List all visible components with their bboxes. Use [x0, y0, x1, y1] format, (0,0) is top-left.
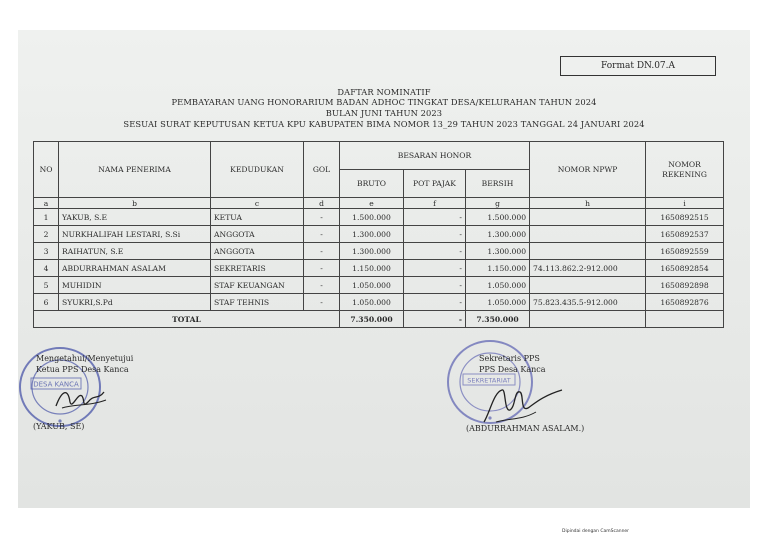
signature-right-office: PPS Desa Kanca: [479, 365, 546, 374]
cell-no: 5: [34, 277, 59, 294]
stamp-right-text: SEKRETARIAT: [467, 376, 511, 385]
cell-gol: -: [304, 260, 340, 277]
cell-bersih: 1.050.000: [466, 277, 530, 294]
letter-cell: c: [211, 198, 304, 209]
cell-no: 2: [34, 226, 59, 243]
cell-no: 4: [34, 260, 59, 277]
cell-nama: YAKUB, S.E: [59, 209, 211, 226]
signature-left-name: (YAKUB, SE): [33, 422, 85, 431]
heading-subtitle: PEMBAYARAN UANG HONORARIUM BADAN ADHOC TINGKAT DESA/KELURAHAN TAHUN 2024: [171, 97, 597, 107]
cell-npwp: [530, 243, 646, 260]
cell-bruto: 1.300.000: [340, 226, 404, 243]
cell-bruto: 1.150.000: [340, 260, 404, 277]
cell-rekening: 1650892515: [646, 209, 724, 226]
letter-cell: f: [404, 198, 466, 209]
cell-bersih: 1.050.000: [466, 294, 530, 311]
cell-gol: -: [304, 209, 340, 226]
cell-bersih: 1.150.000: [466, 260, 530, 277]
cell-no: 6: [34, 294, 59, 311]
heading-title: DAFTAR NOMINATIF: [337, 87, 431, 97]
cell-nama: MUHIDIN: [59, 277, 211, 294]
header-pot-pajak: POT PAJAK: [404, 170, 466, 198]
heading-reference: SESUAI SURAT KEPUTUSAN KETUA KPU KABUPATEN BIMA NOMOR 13_29 TAHUN 2023 TANGGAL 24 JANUARI 2024: [123, 119, 645, 129]
total-npwp-empty: [530, 311, 646, 328]
cell-gol: -: [304, 277, 340, 294]
header-bersih: BERSIH: [466, 170, 530, 198]
cell-kedudukan: STAF TEHNIS: [211, 294, 304, 311]
letter-cell: a: [34, 198, 59, 209]
cell-npwp: [530, 277, 646, 294]
cell-bruto: 1.300.000: [340, 243, 404, 260]
cell-no: 3: [34, 243, 59, 260]
cell-gol: -: [304, 294, 340, 311]
cell-npwp: 75.823.435.5-912.000: [530, 294, 646, 311]
letter-cell: i: [646, 198, 724, 209]
header-gol: GOL: [304, 142, 340, 198]
cell-pot-pajak: -: [404, 294, 466, 311]
cell-pot-pajak: -: [404, 260, 466, 277]
cell-npwp: [530, 209, 646, 226]
header-rekening: [646, 142, 724, 198]
letter-cell: h: [530, 198, 646, 209]
cell-rekening: 1650892898: [646, 277, 724, 294]
heading-period: BULAN JUNI TAHUN 2023: [325, 108, 443, 118]
stamp-left-text: DESA KANCA: [33, 380, 79, 389]
cell-kedudukan: SEKRETARIS: [211, 260, 304, 277]
scanner-watermark: Dipindai dengan CamScanner: [562, 529, 630, 534]
header-nama: NAMA PENERIMA: [59, 142, 211, 198]
cell-rekening: 1650892854: [646, 260, 724, 277]
table-row: [34, 226, 724, 243]
header-besaran-honor: BESARAN HONOR: [340, 142, 530, 170]
letter-cell: e: [340, 198, 404, 209]
cell-pot-pajak: -: [404, 226, 466, 243]
header-no: NO: [34, 142, 59, 198]
cell-bruto: 1.500.000: [340, 209, 404, 226]
table-row: [34, 243, 724, 260]
cell-kedudukan: ANGGOTA: [211, 243, 304, 260]
cell-no: 1: [34, 209, 59, 226]
cell-bersih: 1.500.000: [466, 209, 530, 226]
cell-rekening: 1650892876: [646, 294, 724, 311]
cell-npwp: 74.113.862.2-912.000: [530, 260, 646, 277]
cell-npwp: [530, 226, 646, 243]
header-kedudukan: KEDUDUKAN: [211, 142, 304, 198]
cell-kedudukan: STAF KEUANGAN: [211, 277, 304, 294]
signature-left: [52, 382, 112, 414]
cell-kedudukan: KETUA: [211, 209, 304, 226]
cell-bersih: 1.300.000: [466, 226, 530, 243]
header-npwp: NOMOR NPWP: [530, 142, 646, 198]
header-rekening-label: NOMOR REKENING: [662, 159, 707, 179]
cell-gol: -: [304, 243, 340, 260]
cell-rekening: 1650892559: [646, 243, 724, 260]
cell-nama: RAIHATUN, S.E: [59, 243, 211, 260]
signature-left-position: Ketua PPS Desa Kanca: [36, 365, 129, 374]
cell-kedudukan: ANGGOTA: [211, 226, 304, 243]
table-row: [34, 209, 724, 226]
table-row: [34, 260, 724, 277]
total-label: TOTAL: [34, 311, 340, 328]
letter-cell: g: [466, 198, 530, 209]
total-bersih: 7.350.000: [466, 311, 530, 328]
letter-cell: d: [304, 198, 340, 209]
table-row: [34, 277, 724, 294]
total-rekening-empty: [646, 311, 724, 328]
cell-nama: NURKHALIFAH LESTARI, S.Si: [59, 226, 211, 243]
cell-bruto: 1.050.000: [340, 294, 404, 311]
total-pot-pajak: -: [404, 311, 466, 328]
cell-nama: SYUKRI,S.Pd: [59, 294, 211, 311]
nominative-table: [33, 141, 724, 328]
cell-pot-pajak: -: [404, 277, 466, 294]
signature-right-position: Sekretaris PPS: [479, 354, 540, 363]
cell-pot-pajak: -: [404, 243, 466, 260]
table-row: [34, 294, 724, 311]
total-bruto: 7.350.000: [340, 311, 404, 328]
cell-rekening: 1650892537: [646, 226, 724, 243]
letter-cell: b: [59, 198, 211, 209]
signature-left-approval: Mengetahui/Menyetujui: [36, 354, 134, 363]
cell-bruto: 1.050.000: [340, 277, 404, 294]
total-row: [34, 311, 724, 328]
signature-right: [476, 382, 566, 428]
header-bruto: BRUTO: [340, 170, 404, 198]
cell-pot-pajak: -: [404, 209, 466, 226]
cell-gol: -: [304, 226, 340, 243]
signature-right-name: (ABDURRAHMAN ASALAM.): [466, 424, 585, 433]
cell-nama: ABDURRAHMAN ASALAM: [59, 260, 211, 277]
cell-bersih: 1.300.000: [466, 243, 530, 260]
format-label: Format DN.07.A: [560, 56, 716, 76]
